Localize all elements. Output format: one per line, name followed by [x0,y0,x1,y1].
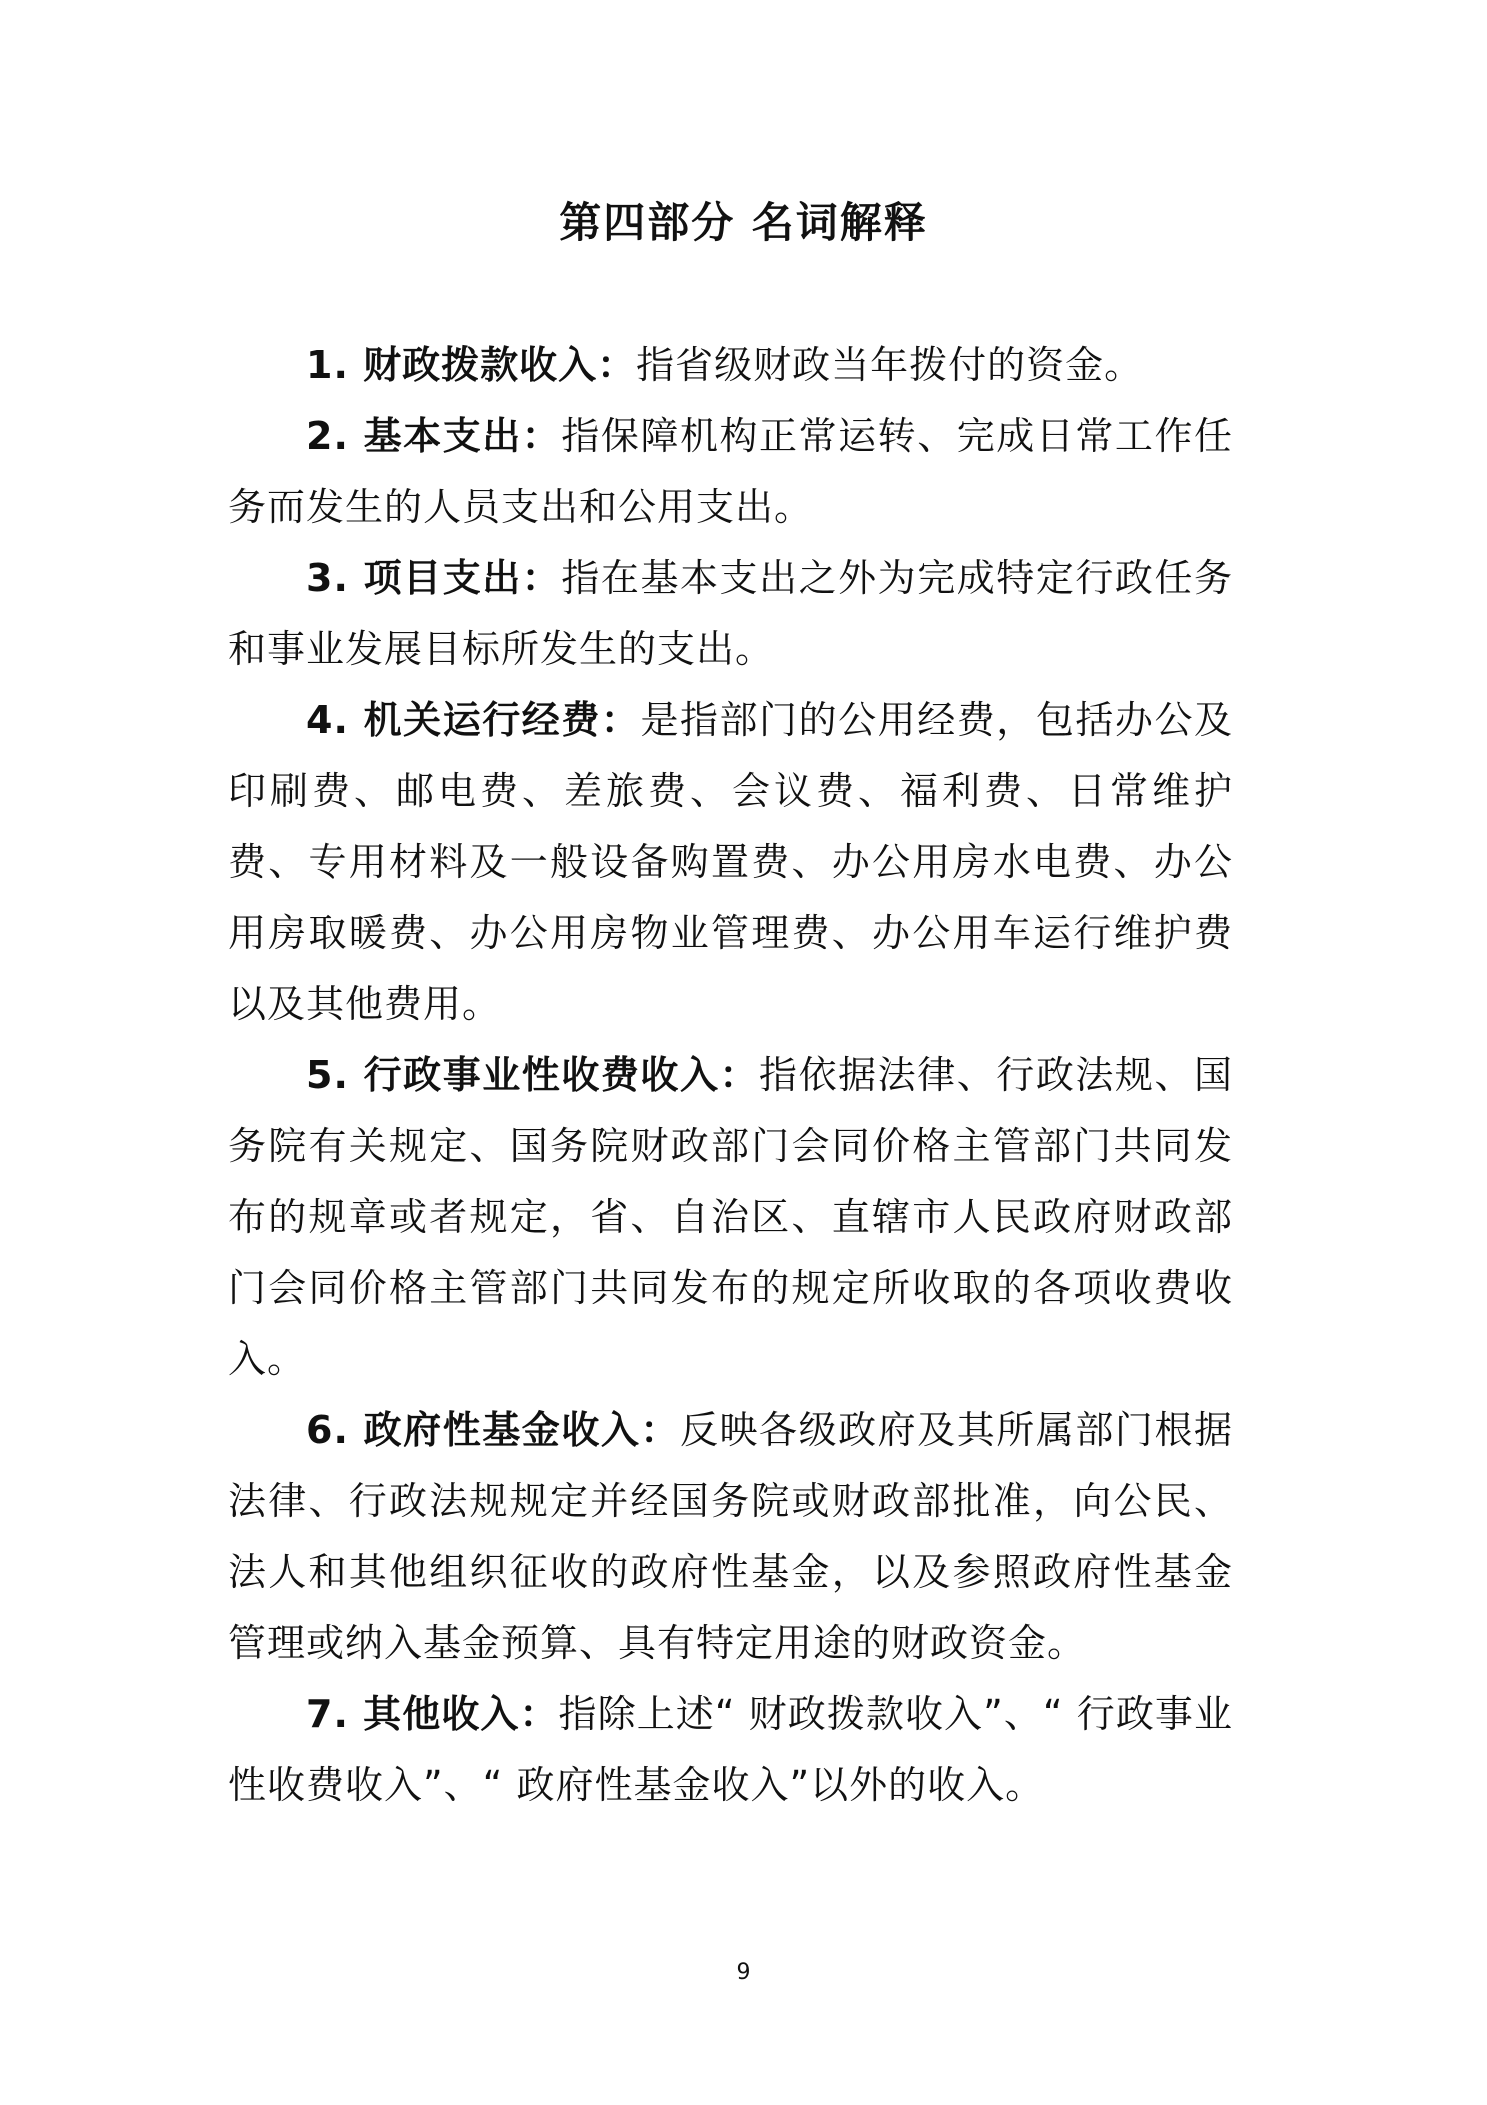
entry-term: 7. 其他收入： [306,1692,559,1736]
entry-term: 2. 基本支出： [306,414,562,458]
page-number: 9 [736,1960,751,1985]
page-title: 第四部分 名词解释 [559,198,928,247]
entry-definition: 反映各级政府及其所属部门根据法律、行政法规规定并经国务院或财政部批准，向公民、法人和其他组织征收的政府性基金，以及参照政府性基金管理或纳入基金预算、具有特定用途的财政资金。 [228,1408,1233,1665]
entry-definition: 指保障机构正常运转、完成日常工作任务而发生的人员支出和公用支出。 [228,414,1233,529]
entry-definition: 指除上述“ 财政拨款收入”、“ 行政事业性收费收入”、“ 政府性基金收入”以外的收入。 [228,1692,1233,1807]
definition-entry [228,401,1233,543]
entry-term: 1. 财政拨款收入： [306,343,637,387]
entry-term: 5. 行政事业性收费收入： [306,1053,760,1097]
definition-entry [228,685,1233,1040]
definition-entry [228,543,1233,685]
entry-term: 6. 政府性基金收入： [306,1408,680,1452]
entry-definition: 指省级财政当年拨付的资金。 [636,343,1144,387]
entry-definition: 是指部门的公用经费，包括办公及印刷费、邮电费、差旅费、会议费、福利费、日常维护费、专用材料及一般设备购置费、办公用房水电费、办公用房取暖费、办公用房物业管理费、办公用车运行维护费以及其他费用。 [228,698,1233,1026]
definition-entry [228,1679,1233,1821]
entry-definition: 指依据法律、行政法规、国务院有关规定、国务院财政部门会同价格主管部门共同发布的规章或者规定，省、自治区、直辖市人民政府财政部门会同价格主管部门共同发布的规定所收取的各项收费收入。 [228,1053,1233,1381]
entry-definition: 指在基本支出之外为完成特定行政任务和事业发展目标所发生的支出。 [228,556,1233,671]
entry-term: 4. 机关运行经费： [306,698,641,742]
definition-entry [228,1395,1233,1679]
definition-entry [228,330,1233,401]
entry-term: 3. 项目支出： [306,556,562,600]
definition-entry [228,1040,1233,1395]
definitions-list [228,330,1233,1821]
